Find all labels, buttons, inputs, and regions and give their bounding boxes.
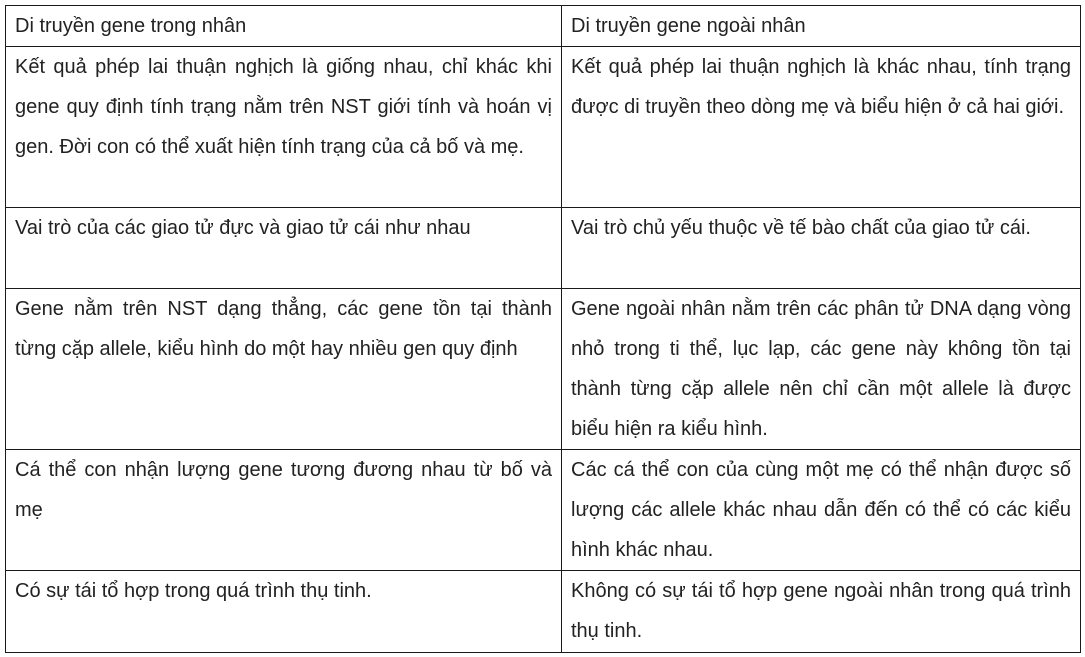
table-cell-nuclear: Gene nằm trên NST dạng thẳng, các gene tồn tại thành từng cặp allele, kiểu hình do một hay nhiều gen quy định bbox=[6, 289, 562, 450]
table-cell-extranuclear: Không có sự tái tổ hợp gene ngoài nhân trong quá trình thụ tinh. bbox=[562, 571, 1081, 653]
table-row bbox=[6, 450, 1081, 571]
header-extranuclear-inheritance: Di truyền gene ngoài nhân bbox=[562, 6, 1081, 47]
table-cell-nuclear: Kết quả phép lai thuận nghịch là giống nhau, chỉ khác khi gene quy định tính trạng nằm trên NST giới tính và hoán vị gen. Đời con có thể xuất hiện tính trạng của cả bố và mẹ. bbox=[6, 47, 562, 208]
table-cell-extranuclear: Các cá thể con của cùng một mẹ có thể nhận được số lượng các allele khác nhau dẫn đến có thể có các kiểu hình khác nhau. bbox=[562, 450, 1081, 571]
header-nuclear-inheritance: Di truyền gene trong nhân bbox=[6, 6, 562, 47]
table-row bbox=[6, 208, 1081, 289]
table-cell-extranuclear: Vai trò chủ yếu thuộc về tế bào chất của giao tử cái. bbox=[562, 208, 1081, 289]
table-cell-extranuclear: Gene ngoài nhân nằm trên các phân tử DNA dạng vòng nhỏ trong ti thể, lục lạp, các gene này không tồn tại thành từng cặp allele nên chỉ cần một allele là được biểu hiện ra kiểu hình. bbox=[562, 289, 1081, 450]
table-row bbox=[6, 571, 1081, 653]
comparison-table bbox=[5, 5, 1081, 653]
table-cell-nuclear: Cá thể con nhận lượng gene tương đương nhau từ bố và mẹ bbox=[6, 450, 562, 571]
table-row bbox=[6, 289, 1081, 450]
table-cell-nuclear: Vai trò của các giao tử đực và giao tử cái như nhau bbox=[6, 208, 562, 289]
table-cell-nuclear: Có sự tái tổ hợp trong quá trình thụ tinh. bbox=[6, 571, 562, 653]
table-row bbox=[6, 47, 1081, 208]
table-header-row bbox=[6, 6, 1081, 47]
table-cell-extranuclear: Kết quả phép lai thuận nghịch là khác nhau, tính trạng được di truyền theo dòng mẹ và biểu hiện ở cả hai giới. bbox=[562, 47, 1081, 208]
